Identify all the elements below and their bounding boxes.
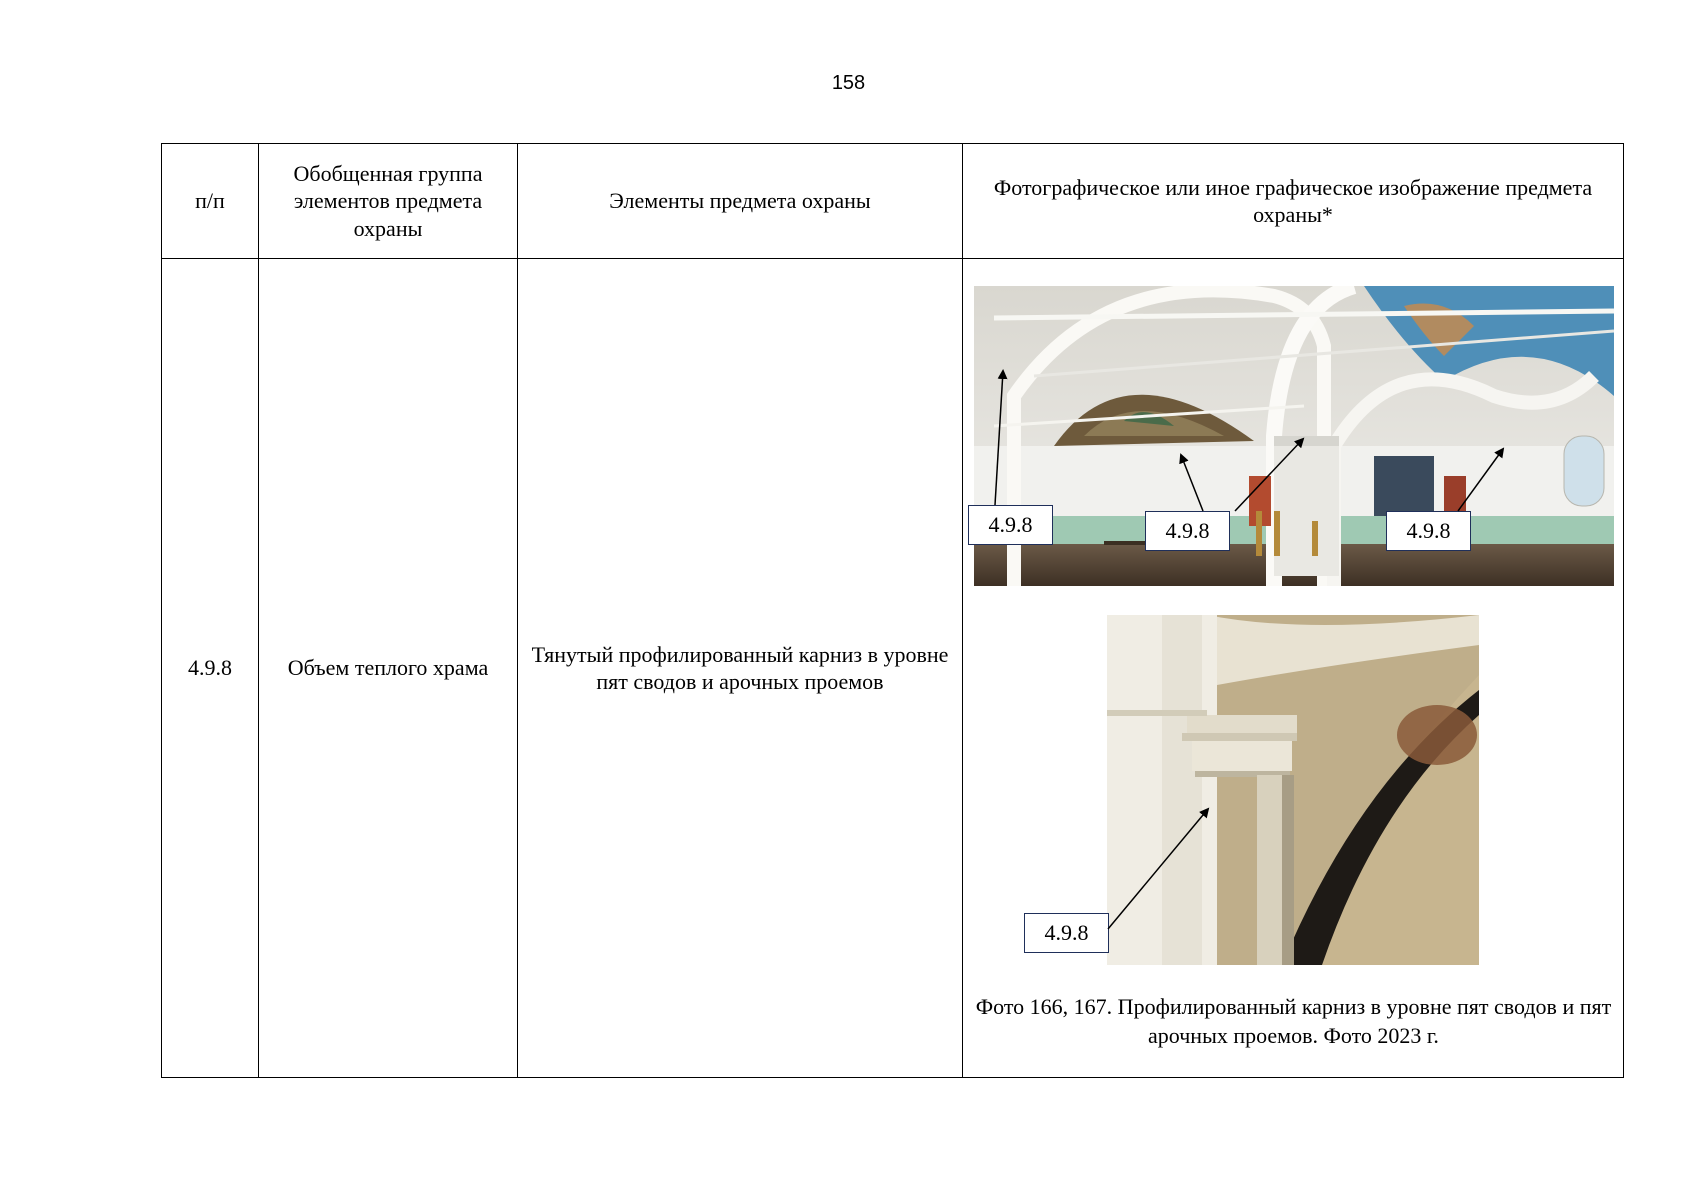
header-group: Обобщенная группа элементов предмета охраны — [259, 144, 518, 259]
protection-table — [161, 143, 1624, 1078]
photo-label-3: 4.9.8 — [1386, 511, 1471, 551]
header-number: п/п — [162, 144, 259, 259]
photo-cell — [963, 259, 1624, 1078]
header-elements: Элементы предмета охраны — [518, 144, 963, 259]
table-row — [162, 259, 1624, 1078]
header-image: Фотографическое или иное графическое изображение предмета охраны* — [963, 144, 1624, 259]
photo-wrap — [963, 259, 1624, 1077]
page-number: 158 — [831, 72, 866, 94]
photo-label-1: 4.9.8 — [968, 505, 1053, 545]
row-element: Тянутый профилированный карниз в уровне пят сводов и арочных проемов — [518, 259, 963, 1078]
photo-label-2: 4.9.8 — [1145, 511, 1230, 551]
photo-cornice-closeup — [1107, 615, 1479, 965]
row-group: Объем теплого храма — [259, 259, 518, 1078]
photo-caption: Фото 166, 167. Профилированный карниз в уровне пят сводов и пят арочных проемов. Фото 2023 г. — [975, 994, 1612, 1048]
photo-interior-vaults — [974, 286, 1614, 586]
row-number: 4.9.8 — [162, 259, 259, 1078]
table-header-row — [162, 144, 1624, 259]
photo-label-4: 4.9.8 — [1024, 913, 1109, 953]
